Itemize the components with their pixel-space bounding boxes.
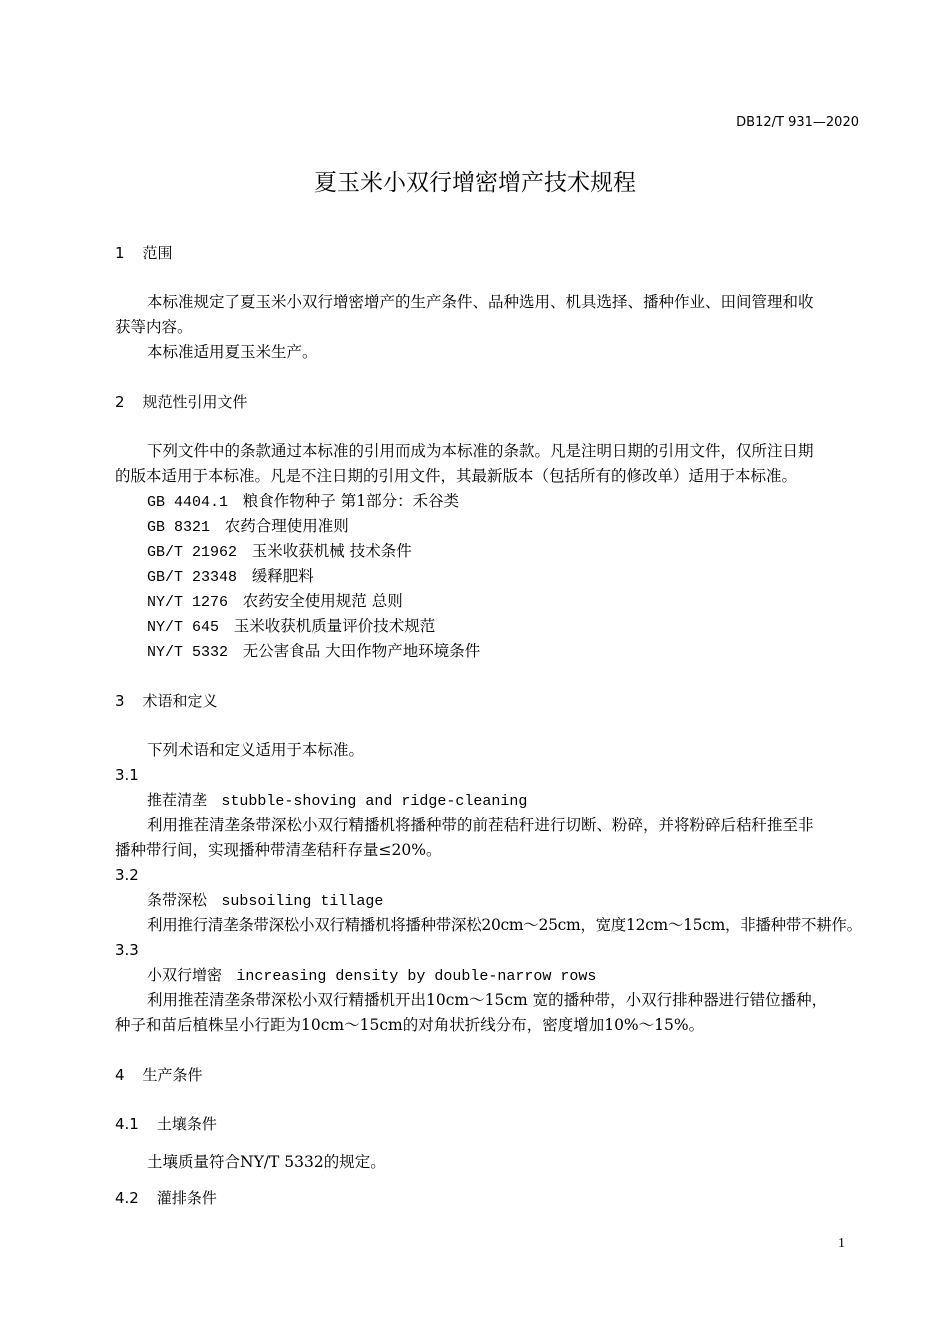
section-title: 规范性引用文件 [142, 393, 248, 411]
paragraph-line: 本标准规定了夏玉米小双行增密增产的生产条件、品种选用、机具选择、播种作业、田间管理和收 [147, 293, 814, 311]
reference-code: GB 8321 [147, 519, 211, 536]
term-definition-line: 利用推行清垄条带深松小双行精播机将播种带深松20cm～25cm，宽度12cm～15cm，非播种带不耕作。 [147, 916, 862, 934]
reference-name: 无公害食品 大田作物产地环境条件 [242, 642, 481, 660]
document-id: DB12/T 931—2020 [736, 115, 859, 130]
reference-item [147, 541, 412, 563]
section-title: 术语和定义 [142, 692, 218, 710]
reference-code: NY/T 1276 [147, 594, 229, 611]
section-number: 1 [115, 244, 125, 262]
section-4-heading [115, 1065, 203, 1085]
term-number: 3.1 [115, 766, 139, 784]
term-definition-line: 种子和苗后植株呈小行距为10cm～15cm的对角状折线分布，密度增加10%～15%。 [115, 1016, 705, 1034]
term-zh: 条带深松 [147, 891, 208, 909]
subsection-title: 土壤条件 [156, 1115, 217, 1133]
paragraph: 下列术语和定义适用于本标准。 [147, 741, 365, 759]
term-number: 3.3 [115, 941, 139, 959]
reference-code: GB 4404.1 [147, 494, 229, 511]
section-3-heading [115, 691, 218, 711]
reference-item [147, 591, 403, 613]
term-en: stubble-shoving and ridge-cleaning [221, 793, 528, 810]
section-title: 范围 [142, 244, 173, 262]
term-number: 3.2 [115, 866, 139, 884]
page-number: 1 [838, 1236, 845, 1251]
term-definition-line: 利用推茬清垄条带深松小双行精播机将播种带的前茬秸秆进行切断、粉碎，并将粉碎后秸秆推至非 [147, 816, 814, 834]
reference-code: NY/T 645 [147, 619, 220, 636]
reference-item [147, 566, 314, 588]
reference-name: 粮食作物种子 第1部分：禾谷类 [242, 492, 460, 510]
reference-code: GB/T 21962 [147, 544, 238, 561]
subsection-4-1-heading [115, 1114, 217, 1134]
term-en: increasing density by double-narrow rows [236, 968, 597, 985]
section-title: 生产条件 [142, 1066, 203, 1084]
reference-name: 农药安全使用规范 总则 [242, 592, 403, 610]
reference-name: 玉米收获机械 技术条件 [251, 542, 412, 560]
term-heading [147, 790, 527, 812]
section-number: 2 [115, 393, 125, 411]
reference-item [147, 516, 349, 538]
paragraph: 本标准适用夏玉米生产。 [147, 343, 318, 361]
subsection-4-2-heading [115, 1188, 217, 1208]
term-heading [147, 965, 596, 987]
reference-code: NY/T 5332 [147, 644, 229, 661]
reference-name: 缓释肥料 [251, 567, 314, 585]
term-zh: 推茬清垄 [147, 791, 208, 809]
term-definition-line: 播种带行间，实现播种带清垄秸秆存量≤20%。 [115, 841, 442, 859]
reference-item [147, 641, 480, 663]
reference-item [147, 616, 435, 638]
subsection-number: 4.2 [115, 1189, 139, 1207]
subsection-number: 4.1 [115, 1115, 139, 1133]
reference-name: 农药合理使用准则 [224, 517, 349, 535]
paragraph-line: 获等内容。 [115, 318, 193, 336]
section-2-heading [115, 392, 248, 412]
paragraph-line: 下列文件中的条款通过本标准的引用而成为本标准的条款。凡是注明日期的引用文件，仅所注日期 [147, 442, 814, 460]
subsection-title: 灌排条件 [156, 1189, 217, 1207]
term-en: subsoiling tillage [221, 893, 384, 910]
paragraph: 土壤质量符合NY/T 5332的规定。 [147, 1153, 386, 1171]
reference-code: GB/T 23348 [147, 569, 238, 586]
term-zh: 小双行增密 [147, 966, 223, 984]
reference-name: 玉米收获机质量评价技术规范 [233, 617, 436, 635]
section-number: 4 [115, 1066, 125, 1084]
term-definition-line: 利用推茬清垄条带深松小双行精播机开出10cm～15cm 宽的播种带，小双行排种器进行错位播种， [147, 991, 828, 1009]
page-title: 夏玉米小双行增密增产技术规程 [314, 170, 636, 196]
section-1-heading [115, 243, 173, 263]
paragraph-line: 的版本适用于本标准。凡是不注日期的引用文件，其最新版本（包括所有的修改单）适用于本标准。 [115, 467, 798, 485]
term-heading [147, 890, 383, 912]
reference-item [147, 491, 459, 513]
section-number: 3 [115, 692, 125, 710]
